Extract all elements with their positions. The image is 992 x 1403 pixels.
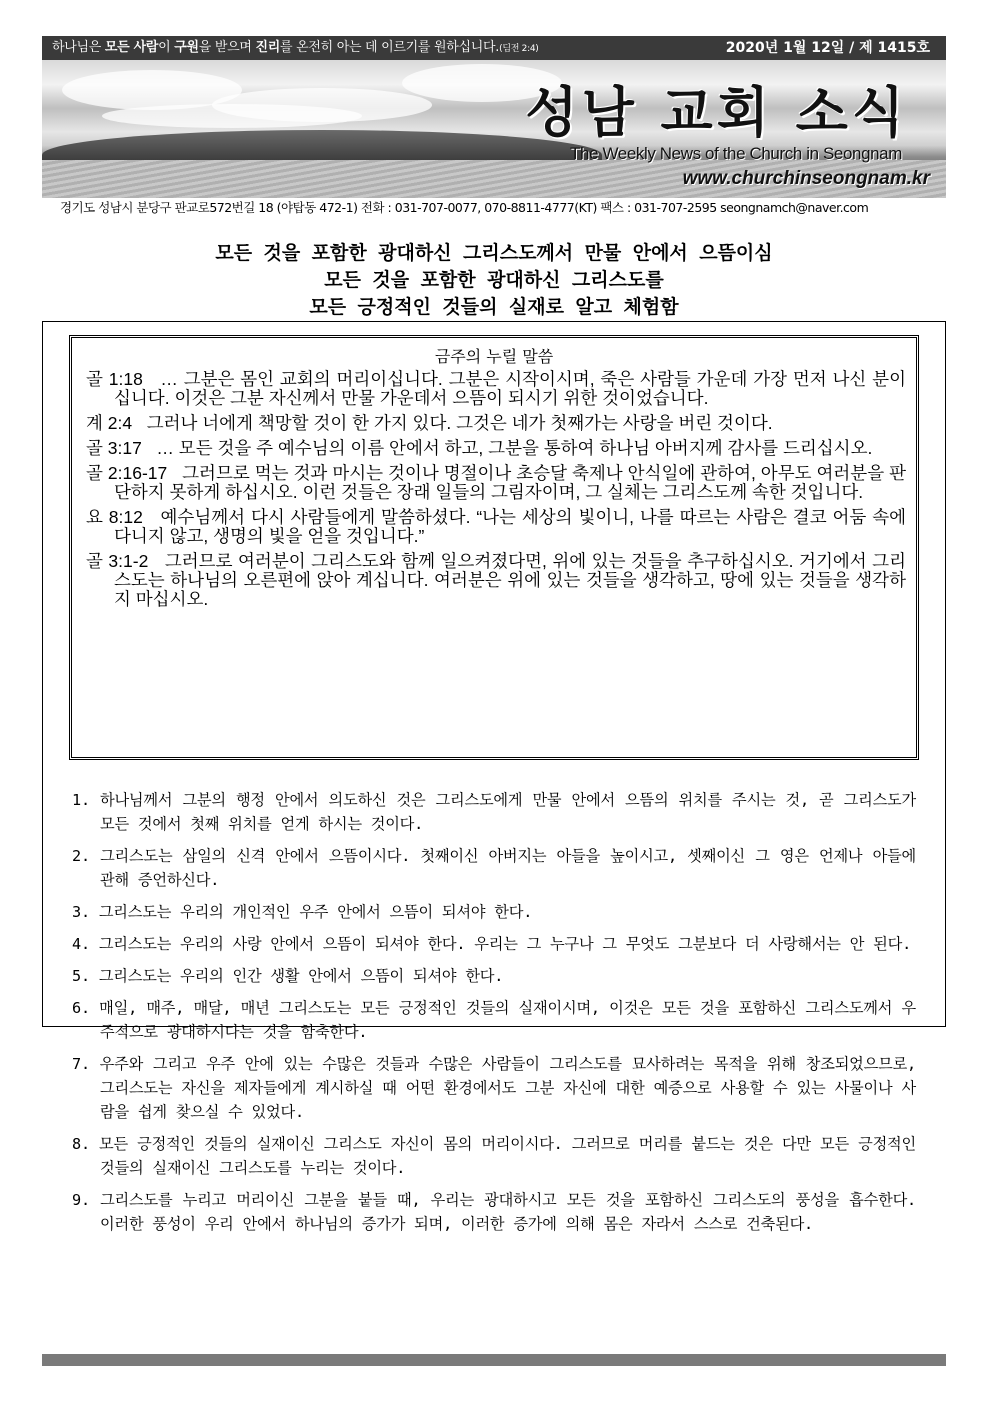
verse-text: … 모든 것을 주 예수님의 이름 안에서 하고, 그분을 통하여 하나님 아버지께 감사를 드리십시오. <box>156 438 873 458</box>
verse-entry <box>86 552 906 609</box>
verse-text: 예수님께서 다시 사람들에게 말씀하셨다. “나는 세상의 빛이니, 나를 따르는 사람은 결코 어둠 속에 다니지 않고, 생명의 빛을 얻을 것입니다.” <box>114 507 907 546</box>
verse-ref: 골 3:1-2 <box>86 551 149 571</box>
top-banner-bar <box>42 36 946 60</box>
header-verse-ref: (딤전 2:4) <box>499 44 539 54</box>
outline-point: 6. 매일, 매주, 매달, 매년 그리스도는 모든 긍정적인 것들의 실재이시며, 이것은 모든 것을 포함하신 그리스도께서 우주적으로 광대하시다는 것을 함축한다. <box>72 999 916 1041</box>
verse-text: 그러나 너에게 책망할 것이 한 가지 있다. 그것은 네가 첫째가는 사랑을 버린 것이다. <box>146 413 773 433</box>
headline-line: 모든 긍정적인 것들의 실재로 알고 체험함 <box>309 296 679 318</box>
verse-ref: 요 8:12 <box>86 507 143 527</box>
verse-entry <box>86 414 906 433</box>
issue-date: 2020년 1월 12일 / 제 1415호 <box>725 40 930 56</box>
verse-ref: 골 2:16-17 <box>86 463 168 483</box>
headline-line: 모든 것을 포함한 광대하신 그리스도께서 만물 안에서 으뜸이심 <box>215 242 773 264</box>
outline-points <box>72 788 916 1244</box>
header-verse-line: 하나님은 모든 사람이 구원을 받으며 진리를 온전히 아는 데 이르기를 원하십니다.(딤전 2:4) <box>52 40 539 55</box>
verse-ref: 계 2:4 <box>86 413 133 433</box>
verse-entry <box>86 508 906 546</box>
headline-line: 모든 것을 포함한 광대하신 그리스도를 <box>324 269 664 291</box>
weekly-verses-title: 금주의 누릴 말씀 <box>434 347 554 366</box>
verse-text: 그러므로 먹는 것과 마시는 것이나 명절이나 초승달 축제나 안식일에 관하여, 아무도 여러분을 판단하지 못하게 하십시오. 이런 것들은 장래 일들의 그림자이며, 그 실체는 그리스도께 속한 것입니다. <box>114 463 906 502</box>
outline-point: 1. 하나님께서 그분의 행정 안에서 의도하신 것은 그리스도에게 만물 안에서 으뜸의 위치를 주시는 것, 곧 그리스도가 모든 것에서 첫째 위치를 얻게 하시는 것이다. <box>72 791 916 833</box>
newsletter-title: 성남 교회 소식 <box>525 81 908 144</box>
verse-ref: 골 1:18 <box>86 369 143 389</box>
outline-point: 3. 그리스도는 우리의 개인적인 우주 안에서 으뜸이 되셔야 한다. <box>72 903 533 921</box>
outline-point: 7. 우주와 그리고 우주 안에 있는 수많은 것들과 수많은 사람들이 그리스도를 묘사하려는 목적을 위해 창조되었으므로, 그리스도는 자신을 제자들에게 계시하실 때 어떤 환경에서도 그분 자신에 대한 예증으로 사용할 수 있는 사물이나 사람을 쉽게 찾으실 수 있었다. <box>72 1055 916 1121</box>
verse-entry <box>86 439 906 458</box>
verse-ref: 골 3:17 <box>86 438 142 458</box>
newsletter-subtitle: The Weekly News of the Church in Seongnam <box>570 144 902 163</box>
headline <box>42 240 946 321</box>
church-address: 경기도 성남시 분당구 판교로572번길 18 (야탑동 472-1) 전화 : 031-707-0077, 070-8811-4777(KT) 팩스 : 031-707-2595 seongnamch@naver.com <box>60 200 869 215</box>
verse-text: … 그분은 몸인 교회의 머리이십니다. 그분은 시작이시며, 죽은 사람들 가운데 가장 먼저 나신 분이십니다. 이것은 그분 자신께서 만물 가운데서 으뜸이 되시기 위한 것이었습니다. <box>114 369 906 408</box>
outline-point: 4. 그리스도는 우리의 사랑 안에서 으뜸이 되셔야 한다. 우리는 그 누구나 그 무엇도 그분보다 더 사랑해서는 안 된다. <box>72 935 912 953</box>
verse-text: 그러므로 여러분이 그리스도와 함께 일으켜졌다면, 위에 있는 것들을 추구하십시오. 거기에서 그리스도는 하나님의 오른편에 앉아 계십니다. 여러분은 위에 있는 것들을 생각하고, 땅에 있는 것들을 생각하지 마십시오. <box>114 551 906 609</box>
outline-point: 8. 모든 긍정적인 것들의 실재이신 그리스도 자신이 몸의 머리이시다. 그러므로 머리를 붙드는 것은 다만 모든 긍정적인 것들의 실재이신 그리스도를 누리는 것이다. <box>72 1135 916 1177</box>
outline-point: 9. 그리스도를 누리고 머리이신 그분을 붙들 때, 우리는 광대하시고 모든 것을 포함하신 그리스도의 풍성을 흡수한다. 이러한 풍성이 우리 안에서 하나님의 증가가 되며, 이러한 증가에 의해 몸은 자라서 스스로 건축된다. <box>72 1191 916 1233</box>
outline-point: 5. 그리스도는 우리의 인간 생활 안에서 으뜸이 되셔야 한다. <box>72 967 504 985</box>
verse-entry <box>86 370 906 408</box>
footer-bar <box>42 1354 946 1366</box>
verse-entry <box>86 464 906 502</box>
landscape-hills <box>42 130 602 160</box>
website-url: www.churchinseongnam.kr <box>682 168 930 189</box>
outline-point: 2. 그리스도는 삼일의 신격 안에서 으뜸이시다. 첫째이신 아버지는 아들을 높이시고, 셋째이신 그 영은 언제나 아들에 관해 증언하신다. <box>72 847 916 889</box>
weekly-verses-box <box>69 335 919 760</box>
masthead-banner <box>42 60 946 198</box>
